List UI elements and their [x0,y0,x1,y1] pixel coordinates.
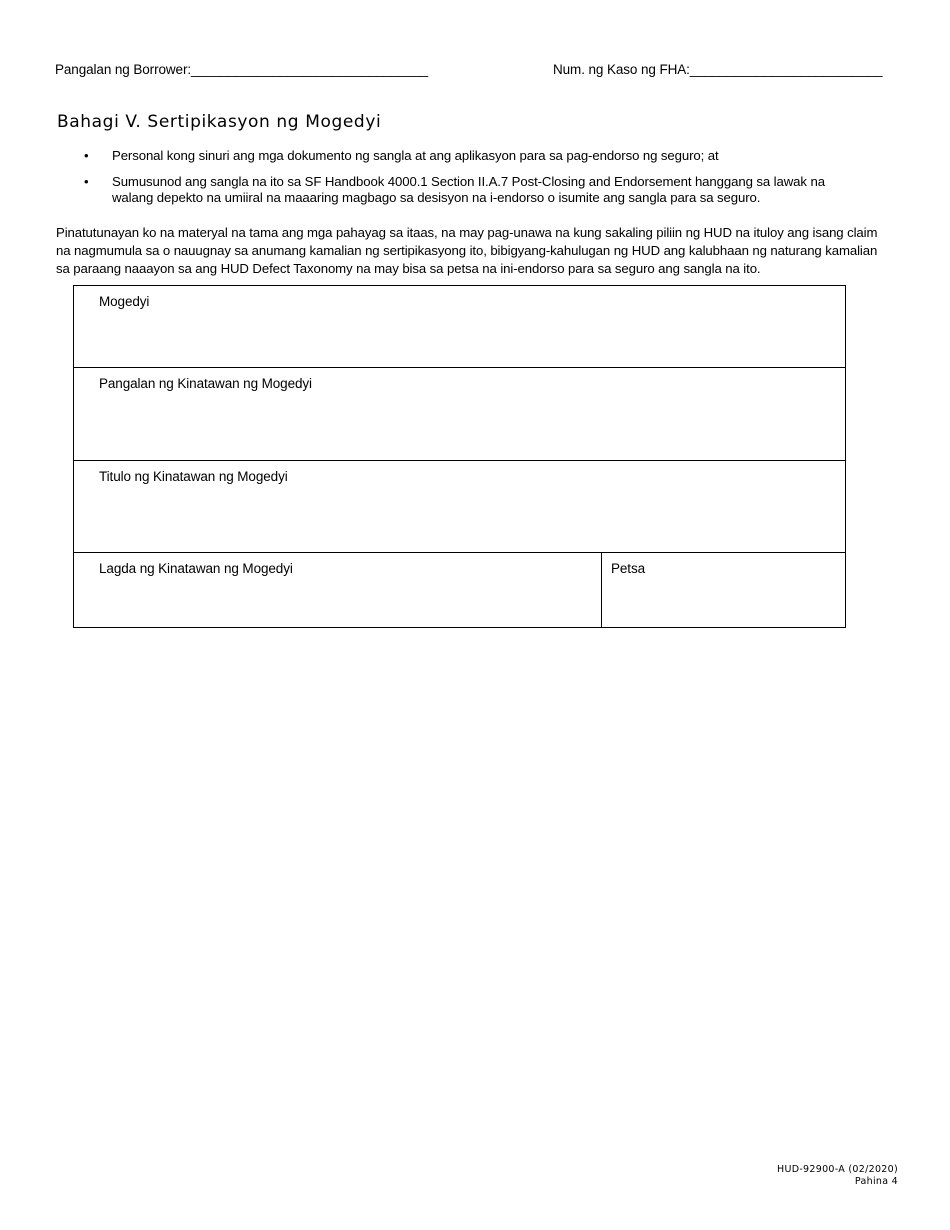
signature-row [74,553,845,628]
bullet-text: Personal kong sinuri ang mga dokumento ng sangla at ang aplikasyon para sa pag-endorso ng seguro; at [112,148,719,163]
signature-field[interactable] [74,553,601,628]
bullet-icon: • [84,174,89,189]
signature-table [73,285,846,628]
borrower-name-field[interactable]: Pangalan ng Borrower:________________________________ [55,62,429,77]
bullet-icon: • [84,148,89,163]
representative-name-field[interactable] [74,368,845,461]
list-item [84,174,832,206]
date-field[interactable] [601,553,846,628]
representative-title-label: Titulo ng Kinatawan ng Mogedyi [99,469,288,484]
certification-paragraph: Pinatutunayan ko na materyal na tama ang mga pahayag sa itaas, na may pag-unawa na kung sakaling piliin ng HUD na ituloy ang isang claim na nagmumula sa o nauugnay sa anumang kamalian ng sertipikasyong ito, bibigyang-kahulugan ng HUD ang kalubhaan ng naturang kamalian sa paraang naaayon sa ang HUD Defect Taxonomy na may bisa sa petsa na ini-endorso para sa seguro ang sangla na ito. [56,225,878,276]
representative-name-label: Pangalan ng Kinatawan ng Mogedyi [99,376,312,391]
mortgagee-label: Mogedyi [99,294,150,309]
list-item [84,148,832,164]
representative-title-field[interactable] [74,461,845,553]
bullet-text: Sumusunod ang sangla na ito sa SF Handbook 4000.1 Section II.A.7 Post-Closing and Endorsement hanggang sa lawak na walang depekto na umiiral na maaaring magbago sa desisyon na i-endorso o isumite ang sangla para sa seguro. [112,174,825,205]
mortgagee-field[interactable] [74,286,845,368]
fha-case-number-field[interactable]: Num. ng Kaso ng FHA:__________________________ [553,62,883,77]
form-number: HUD-92900-A (02/2020) [777,1164,898,1175]
signature-label: Lagda ng Kinatawan ng Mogedyi [99,561,293,576]
page-footer [777,1164,898,1188]
section-title: Bahagi V. Sertipikasyon ng Mogedyi [57,112,382,132]
page-number: Pahina 4 [854,1176,898,1187]
date-label: Petsa [611,561,646,576]
